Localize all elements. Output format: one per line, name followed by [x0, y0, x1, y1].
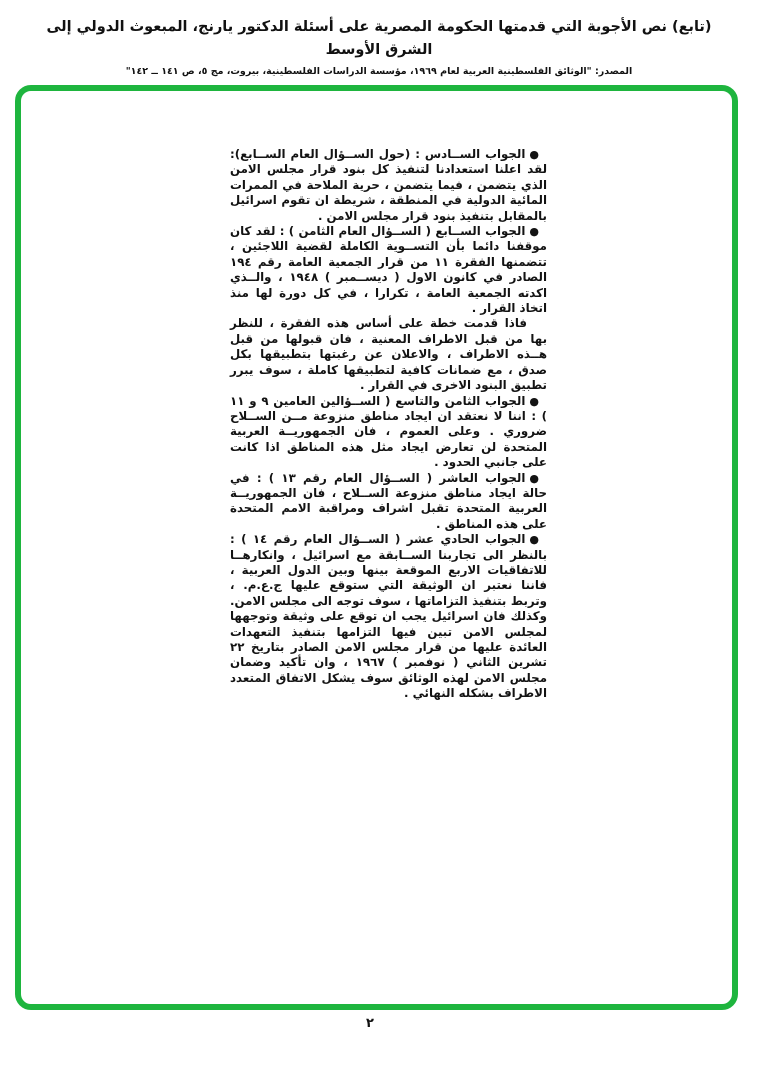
- page-header: [0, 16, 758, 77]
- paragraph-text: الجواب العاشر ( الســؤال العام رقم ١٣ ) : في حالة ايجاد مناطق منزوعة الســلاح ، فان الجمهوريــة العربية المتحدة تقبل اشراف ومراقبة الامم المتحدة على هذه المناطق .: [230, 470, 547, 531]
- document-source-citation: المصدر: "الوثائق الفلسطينية العربية لعام ١٩٦٩، مؤسسة الدراسات الفلسطينية، بيروت، مج ٥، ص ١٤١ ــ ١٤٢": [125, 66, 633, 78]
- paragraph-answer-10: [230, 471, 547, 533]
- paragraph-answer-7: [230, 224, 547, 316]
- paragraph-answer-8-9: [230, 394, 547, 471]
- page-number: ٢: [366, 1016, 374, 1031]
- paragraph-text: الجواب الحادي عشر ( الســؤال العام رقم ١٤ ) : بالنظر الى تجاربنا الســابقة مع اسرائيل ، وانكارهــا للاتفاقيات الاربع الموقعة بينها وبين الدول العربية ، فاننا نعتبر ان الوثيقة التي ستوقع عليها ج.ع.م. ، وتربط بتنفيذ التزاماتها ، سوف توجه الى مجلس الامن. وكذلك فان اسرائيل يجب ان توقع على وثيقة وتوجهها لمجلس الامن تبين فيها التزامها بتنفيذ التعهدات العائدة عليها من قرار مجلس الامن الصادر بتاريخ ٢٢ تشرين الثاني ( نوفمبر ) ١٩٦٧ ، وان تأكيد وضمان مجلس الامن لهذه الوثائق سوف يشكل الاتفاق المتعدد الاطراف بشكله النهائي .: [230, 532, 547, 701]
- paragraph-text: الجواب الثامن والتاسع ( الســؤالين العامين ٩ و ١١ ) : اننا لا نعتقد ان ايجاد مناطق منزوعة مــن الســلاح ضروري . وعلى العموم ، فان الجمهوريــة العربية المتحدة لن تعارض ايجاد مثل هذه المناطق اذا كانت على جانبي الحدود .: [230, 393, 547, 470]
- paragraph-text: فاذا قدمت خطة على أساس هذه الفقرة ، للنظر بها من قبل الاطراف المعنية ، فان قبولها من قبل هــذه الاطراف ، والاعلان عن رغبتها بتطبيقها بكل صدق ، مع ضمانات كافية لتطبيقها كاملة ، سوف يبرر تطبيق البنود الاخرى في القرار .: [230, 316, 547, 393]
- document-title: (تابع) نص الأجوبة التي قدمتها الحكومة المصرية على أسئلة الدكتور يارنج، المبعوث الدولي إلى الشرق الأوسط: [46, 19, 712, 59]
- paragraph-text: الجواب الســادس : (حول الســؤال العام الســابع): لقد اعلنا استعدادنا لتنفيذ كل بنود قرار مجلس الامن الذي يتضمن ، فيما يتضمن ، حرية الملاحة في الممرات المائية الدولية في المنطقة ، شريطة ان تقوم اسرائيل بالمقابل بتنفيذ بنود قرار مجلس الامن .: [230, 147, 547, 223]
- paragraph-answer-6: [230, 147, 547, 224]
- document-body-text: [230, 147, 547, 702]
- bullet-icon: ●: [529, 225, 539, 239]
- paragraph-text: الجواب الســابع ( الســؤال العام الثامن ) : لقد كان موقفنا دائما بأن التســوية الكاملة لقضية اللاجئين ، تتضمنها الفقرة ١١ من قرار الجمعية العامة رقم ١٩٤ الصادر في كانون الاول ( ديســمبر ) ١٩٤٨ ، والــذي اكدته الجمعية العامة ، تكرارا ، في كل دورة لها منذ اتخاذ القرار .: [230, 224, 547, 316]
- bullet-icon: ●: [529, 533, 539, 547]
- paragraph-answer-7-continuation: [230, 316, 547, 393]
- bullet-icon: ●: [529, 394, 539, 408]
- bullet-icon: ●: [529, 148, 539, 161]
- paragraph-answer-11: [230, 532, 547, 701]
- bullet-icon: ●: [529, 471, 539, 485]
